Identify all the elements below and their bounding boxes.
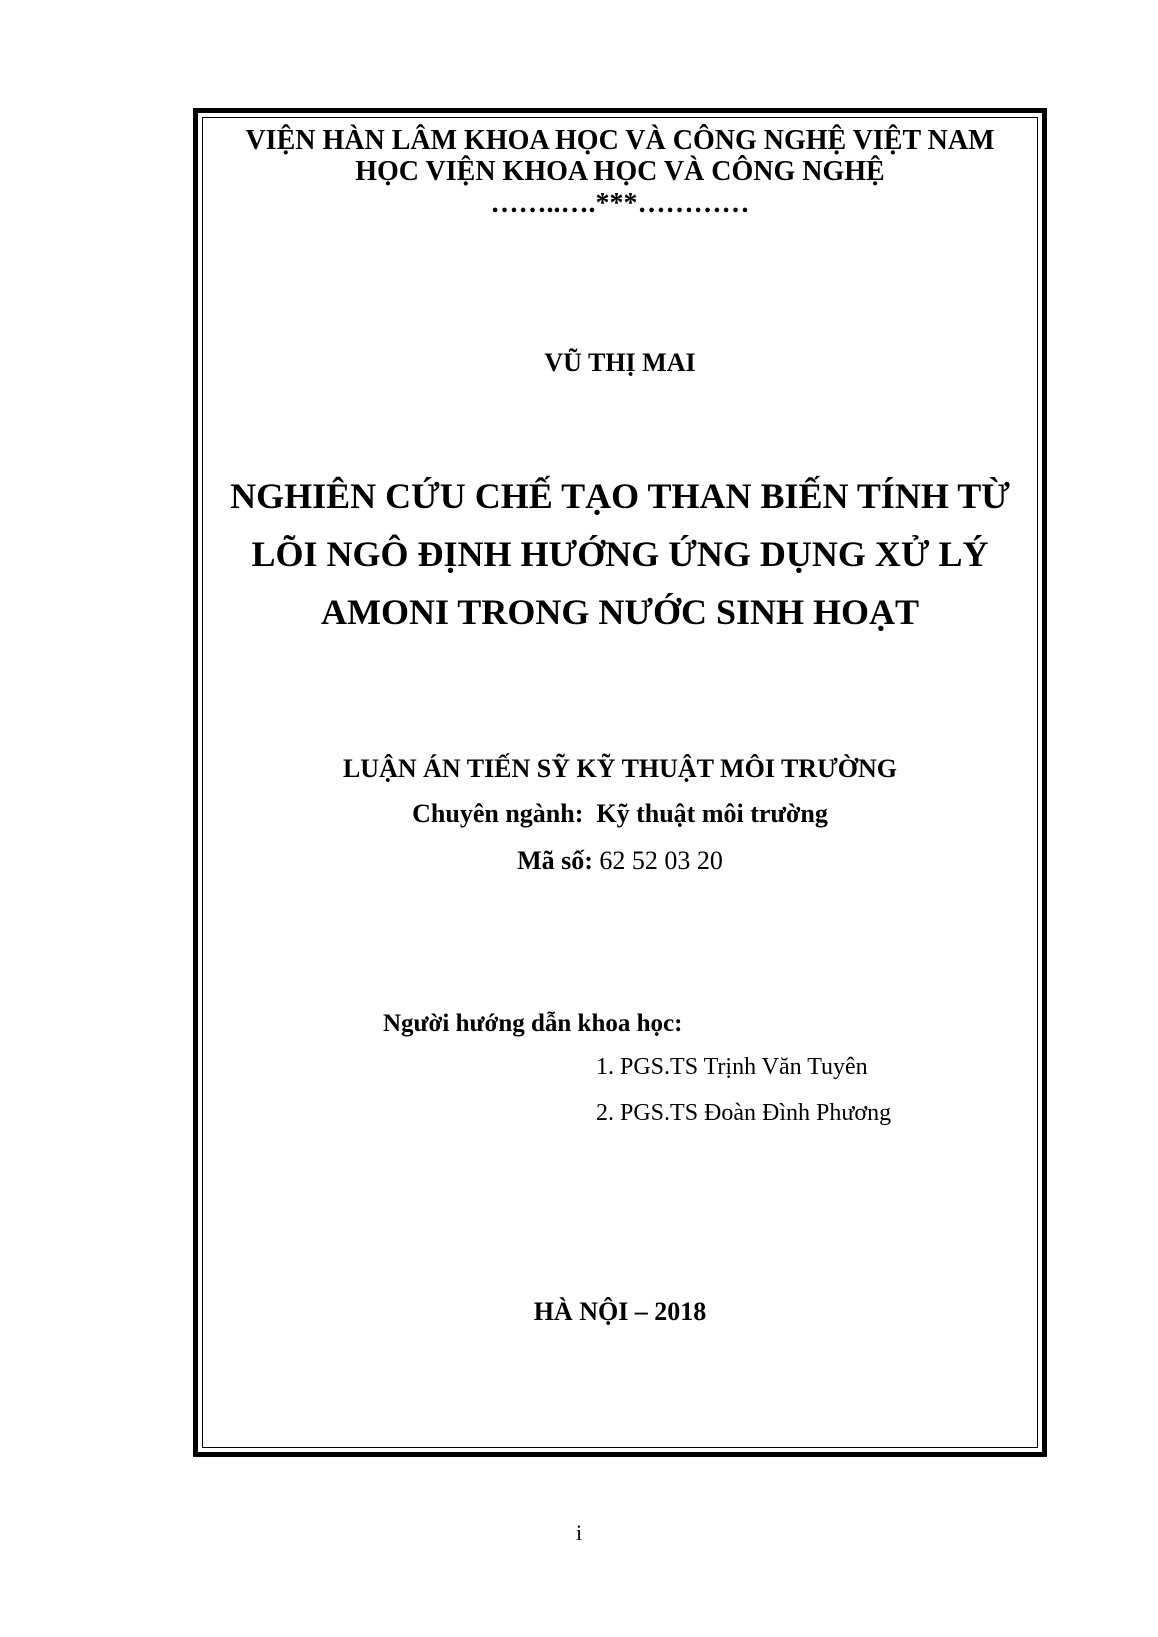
thesis-title-line-2: LÕI NGÔ ĐỊNH HƯỚNG ỨNG DỤNG XỬ LÝ <box>251 534 989 574</box>
advisors-label: Người hướng dẫn khoa học: <box>383 1010 683 1037</box>
code <box>193 846 1047 876</box>
advisor-2: 2. PGS.TS Đoàn Đình Phương <box>596 1100 892 1126</box>
separator: ……..….***………… <box>490 188 750 219</box>
thesis-type: LUẬN ÁN TIẾN SỸ KỸ THUẬT MÔI TRƯỜNG <box>342 754 898 783</box>
major-label: Chuyên ngành: <box>412 799 584 828</box>
academy-name: VIỆN HÀN LÂM KHOA HỌC VÀ CÔNG NGHỆ VIỆT NAM <box>245 125 995 156</box>
code-value: 62 52 03 20 <box>599 846 723 875</box>
place-year: HÀ NỘI – 2018 <box>533 1297 707 1326</box>
major-value: Kỹ thuật môi trường <box>596 799 828 828</box>
thesis-title-line-1: NGHIÊN CỨU CHẾ TẠO THAN BIẾN TÍNH TỪ <box>230 476 1010 516</box>
page-number: i <box>575 1520 583 1545</box>
institute-name: HỌC VIỆN KHOA HỌC VÀ CÔNG NGHỆ <box>355 156 885 187</box>
author-name: VŨ THỊ MAI <box>544 348 696 377</box>
code-label: Mã số: <box>517 846 593 875</box>
advisor-1: 1. PGS.TS Trịnh Văn Tuyên <box>596 1054 868 1080</box>
major <box>193 799 1047 829</box>
thesis-title-line-3: AMONI TRONG NƯỚC SINH HOẠT <box>320 592 920 632</box>
